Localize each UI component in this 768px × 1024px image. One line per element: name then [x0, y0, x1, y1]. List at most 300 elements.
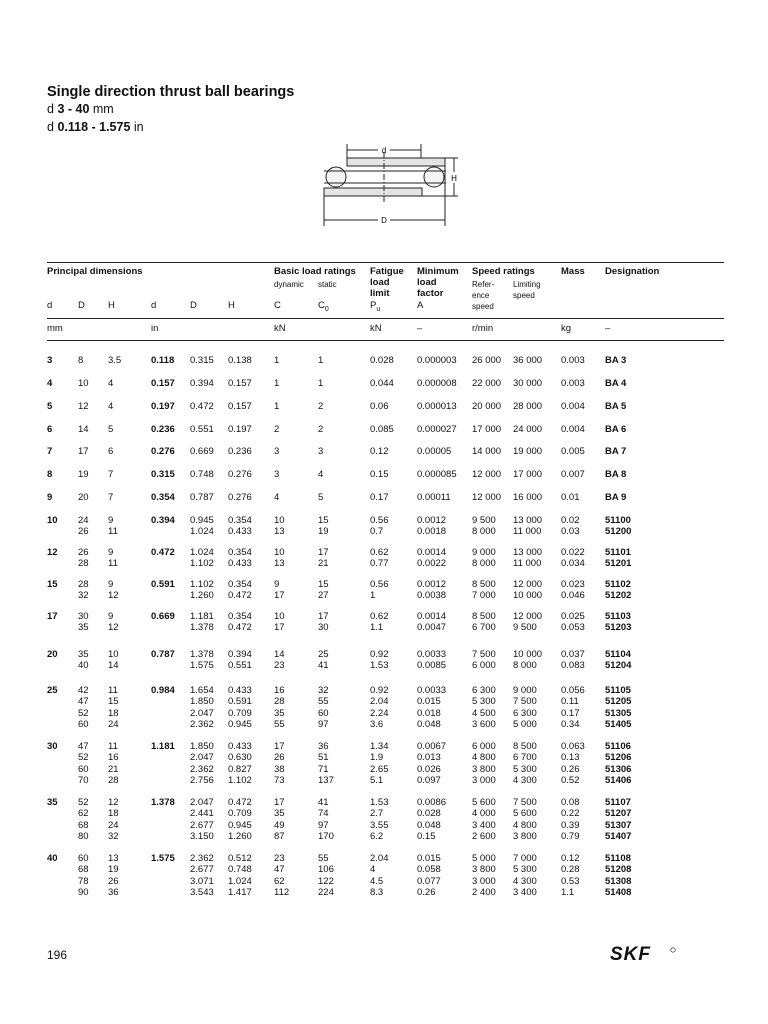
table-cell: 30 000	[513, 378, 543, 389]
table-cell: 1.378	[190, 649, 214, 660]
bore-d-in: 0.669	[151, 611, 175, 622]
table-cell: 1.575	[190, 660, 214, 672]
page-number: 196	[47, 948, 68, 962]
table-cell: 6 300	[472, 685, 496, 696]
header-designation: Designation	[605, 266, 660, 277]
designation-cell: 51305	[605, 707, 632, 719]
table-cell: 16	[108, 752, 119, 764]
bearing-diagram	[318, 140, 468, 232]
range-in-value: 0.118 - 1.575	[57, 120, 131, 134]
table-cell: 5 600	[472, 797, 496, 808]
table-cell: 21	[108, 763, 119, 775]
table-cell: 0.197	[228, 424, 252, 435]
symbol-H-mm: H	[108, 300, 115, 311]
table-cell: 17	[318, 611, 329, 622]
table-cell: 15	[108, 696, 119, 708]
table-cell: 170	[318, 831, 334, 843]
symbol-D-in: D	[190, 300, 197, 311]
table-cell: 0.354	[228, 579, 252, 590]
table-cell: 12	[108, 797, 119, 808]
table-cell: 5	[318, 492, 324, 503]
table-cell: 16 000	[513, 492, 543, 503]
table-cell: 60	[78, 719, 89, 731]
table-cell: 0.748	[228, 864, 252, 876]
table-cell: 0.077	[417, 875, 441, 887]
table-cell: 1.53	[370, 797, 389, 808]
table-cell: 35	[274, 707, 285, 719]
table-cell: 1.850	[190, 696, 214, 708]
table-cell: 25	[318, 649, 329, 660]
bore-d-mm: 5	[47, 401, 53, 412]
table-cell: 3 800	[472, 864, 496, 876]
table-cell: 0.0018	[417, 526, 447, 538]
table-cell: 1.417	[228, 887, 252, 899]
symbol-C: C	[274, 300, 281, 311]
table-cell: 1.654	[190, 685, 214, 696]
table-cell: 17	[274, 622, 285, 634]
table-cell: 4 800	[513, 819, 537, 831]
table-cell: 3	[274, 469, 280, 480]
table-cell: 0.22	[561, 808, 580, 820]
table-cell: 0.551	[228, 660, 252, 672]
table-cell: 2 400	[472, 887, 496, 899]
table-cell: 62	[78, 808, 89, 820]
unit-kn-load: kN	[274, 323, 286, 334]
table-cell: 0.17	[561, 707, 580, 719]
table-cell: 0.157	[228, 401, 252, 412]
table-cell: 0.058	[417, 864, 441, 876]
table-cell: 0.013	[417, 752, 441, 764]
table-cell: 1.024	[190, 526, 214, 538]
bore-d-mm: 10	[47, 515, 58, 526]
header-rule-2	[47, 340, 724, 341]
table-cell: 8 000	[513, 660, 537, 672]
table-cell: 2.65	[370, 763, 389, 775]
table-cell: 0.433	[228, 526, 252, 538]
designation-cell: 51106	[605, 741, 631, 752]
bore-d-in: 0.984	[151, 685, 175, 696]
table-cell: 8 000	[472, 558, 496, 570]
table-cell: 0.12	[370, 446, 389, 457]
table-cell: 0.709	[228, 808, 252, 820]
table-cell: 0.007	[561, 469, 585, 480]
table-cell: 0.000085	[417, 469, 457, 480]
table-cell: 4	[370, 864, 376, 876]
table-cell: 1.024	[228, 875, 252, 887]
table-cell: 0.044	[370, 378, 394, 389]
table-cell: 0.048	[417, 819, 441, 831]
table-cell: 26 000	[472, 355, 502, 366]
skf-logo	[610, 944, 680, 964]
table-cell: 11 000	[513, 558, 542, 570]
table-cell: 0.026	[417, 763, 441, 775]
bore-d-mm: 12	[47, 547, 58, 558]
table-cell: 73	[274, 775, 285, 787]
bore-d-in: 0.354	[151, 492, 175, 503]
table-cell: 17	[274, 590, 285, 602]
table-cell: 22 000	[472, 378, 502, 389]
table-cell: 17 000	[513, 469, 543, 480]
table-cell: 0.28	[561, 864, 580, 876]
table-cell: 7 500	[513, 696, 537, 708]
bore-d-in: 0.787	[151, 649, 175, 660]
table-cell: 0.025	[561, 611, 585, 622]
table-cell: 0.748	[190, 469, 214, 480]
table-cell: 0.827	[228, 763, 252, 775]
table-cell: 11	[108, 526, 118, 538]
table-cell: 17	[274, 797, 285, 808]
table-cell: 2.441	[190, 808, 214, 820]
table-cell: 11	[108, 558, 118, 570]
table-cell: 14	[108, 660, 119, 672]
table-cell: 8 500	[472, 611, 496, 622]
table-cell: 6 000	[472, 660, 496, 672]
table-cell: 19	[78, 469, 89, 480]
bore-d-mm: 6	[47, 424, 53, 435]
table-cell: 13 000	[513, 515, 543, 526]
table-cell: 0.004	[561, 424, 585, 435]
header-principal-dimensions: Principal dimensions	[47, 266, 143, 277]
table-cell: 1.102	[190, 579, 214, 590]
bore-d-mm: 8	[47, 469, 53, 480]
table-cell: 3.150	[190, 831, 214, 843]
table-cell: 28 000	[513, 401, 543, 412]
table-cell: 70	[78, 775, 89, 787]
table-cell: 0.433	[228, 685, 252, 696]
table-cell: 10	[274, 547, 285, 558]
table-cell: 0.0086	[417, 797, 447, 808]
header-fatigue-limit: limit	[370, 288, 390, 299]
bore-d-in: 1.181	[151, 741, 175, 752]
table-cell: 26	[274, 752, 285, 764]
table-cell: 0.53	[561, 875, 580, 887]
designation-cell: BA 6	[605, 424, 627, 435]
table-cell: 5.1	[370, 775, 384, 787]
table-cell: 28	[78, 558, 89, 570]
table-cell: 0.394	[190, 378, 214, 389]
table-cell: 52	[78, 707, 89, 719]
table-cell: 8 500	[472, 579, 496, 590]
table-cell: 1.024	[190, 547, 214, 558]
bore-d-mm: 35	[47, 797, 58, 808]
table-cell: 0.472	[228, 590, 252, 602]
table-cell: 0.0014	[417, 611, 447, 622]
table-cell: 12	[108, 622, 119, 634]
table-cell: 11	[108, 741, 118, 752]
table-cell: 2.362	[190, 719, 214, 731]
table-cell: 2.362	[190, 763, 214, 775]
header-static: static	[318, 280, 337, 289]
table-cell: 4 300	[513, 875, 537, 887]
table-cell: 5 600	[513, 808, 537, 820]
designation-cell: 51207	[605, 808, 632, 820]
table-cell: 1.181	[190, 611, 214, 622]
designation-cell: 51307	[605, 819, 632, 831]
table-cell: 5 300	[513, 864, 537, 876]
table-cell: 24	[78, 515, 89, 526]
table-cell: 5 300	[513, 763, 537, 775]
table-cell: 0.02	[561, 515, 580, 526]
table-cell: 14	[274, 649, 285, 660]
symbol-Pu: $P_u$	[370, 300, 381, 313]
table-cell: 4 800	[472, 752, 496, 764]
table-cell: 2.04	[370, 696, 389, 708]
range-mm	[47, 102, 114, 116]
table-cell: 4.5	[370, 875, 384, 887]
table-cell: 0.037	[561, 649, 585, 660]
table-cell: 0.354	[228, 547, 252, 558]
table-cell: 13	[274, 558, 285, 570]
table-cell: 7 500	[513, 797, 537, 808]
table-cell: 19	[108, 864, 119, 876]
table-cell: 2.047	[190, 797, 214, 808]
table-cell: 20 000	[472, 401, 502, 412]
table-cell: 0.0038	[417, 590, 447, 602]
bore-d-mm: 25	[47, 685, 58, 696]
table-cell: 1	[318, 378, 324, 389]
table-cell: 0.015	[417, 853, 441, 864]
table-cell: 0.354	[228, 515, 252, 526]
table-cell: 10	[108, 649, 119, 660]
table-cell: 0.276	[228, 469, 252, 480]
table-cell: 0.015	[417, 696, 441, 708]
table-cell: 0.0047	[417, 622, 447, 634]
logo-wordmark: SKF	[610, 944, 651, 964]
table-cell: 0.085	[370, 424, 394, 435]
designation-cell: BA 7	[605, 446, 627, 457]
table-cell: 42	[78, 685, 89, 696]
table-cell: 0.34	[561, 719, 580, 731]
table-cell: 47	[78, 696, 89, 708]
bore-d-mm: 9	[47, 492, 53, 503]
table-cell: 2 600	[472, 831, 496, 843]
table-cell: 0.354	[228, 611, 252, 622]
table-cell: 12	[108, 590, 119, 602]
table-cell: 3.071	[190, 875, 214, 887]
table-cell: 2.677	[190, 864, 214, 876]
table-cell: 38	[274, 763, 285, 775]
table-cell: 49	[274, 819, 285, 831]
range-mm-unit: mm	[92, 102, 114, 116]
table-cell: 0.0033	[417, 685, 447, 696]
designation-cell: 51405	[605, 719, 632, 731]
table-cell: 26	[78, 547, 89, 558]
symbol-D-mm: D	[78, 300, 85, 311]
bore-d-in: 0.236	[151, 424, 175, 435]
table-cell: 7 000	[513, 853, 537, 864]
header-reference-speed: speed	[472, 302, 494, 311]
table-cell: 1.102	[190, 558, 214, 570]
table-cell: 68	[78, 864, 89, 876]
bore-d-in: 0.157	[151, 378, 175, 389]
table-cell: 6 300	[513, 707, 537, 719]
designation-cell: 51408	[605, 887, 632, 899]
table-cell: 35	[78, 622, 89, 634]
table-cell: 0.08	[561, 797, 580, 808]
table-cell: 0.394	[228, 649, 252, 660]
table-cell: 3	[318, 446, 324, 457]
designation-cell: 51105	[605, 685, 631, 696]
table-cell: 0.26	[417, 887, 436, 899]
bore-d-mm: 17	[47, 611, 58, 622]
table-cell: 0.79	[561, 831, 580, 843]
table-cell: 19	[318, 526, 329, 538]
page-title: Single direction thrust ball bearings	[47, 84, 295, 100]
table-cell: 0.046	[561, 590, 585, 602]
table-cell: 4	[108, 378, 114, 389]
table-cell: 3.5	[108, 355, 122, 366]
table-cell: 1.34	[370, 741, 389, 752]
bore-d-in: 0.276	[151, 446, 175, 457]
designation-cell: 51103	[605, 611, 631, 622]
table-top-rule	[47, 262, 724, 263]
table-cell: 36 000	[513, 355, 543, 366]
table-cell: 9	[274, 579, 280, 590]
table-cell: 0.053	[561, 622, 585, 634]
table-cell: 71	[318, 763, 329, 775]
table-cell: 0.945	[228, 819, 252, 831]
table-cell: 10 000	[513, 590, 543, 602]
table-cell: 10 000	[513, 649, 543, 660]
table-cell: 0.023	[561, 579, 585, 590]
designation-cell: 51201	[605, 558, 632, 570]
table-cell: 41	[318, 797, 329, 808]
designation-cell: 51104	[605, 649, 631, 660]
table-cell: 6 700	[472, 622, 496, 634]
table-cell: 0.630	[228, 752, 252, 764]
table-cell: 32	[108, 831, 119, 843]
designation-cell: 51100	[605, 515, 631, 526]
table-cell: 0.433	[228, 741, 252, 752]
unit-in: in	[151, 323, 159, 334]
header-reference: Refer-	[472, 280, 495, 289]
table-cell: 224	[318, 887, 334, 899]
designation-cell: BA 3	[605, 355, 627, 366]
table-cell: 0.13	[561, 752, 580, 764]
table-cell: 112	[274, 887, 290, 899]
table-cell: 15	[318, 515, 329, 526]
table-cell: 3.6	[370, 719, 384, 731]
table-cell: 0.003	[561, 378, 585, 389]
table-cell: 28	[108, 775, 119, 787]
designation-cell: 51101	[605, 547, 631, 558]
table-cell: 0.0012	[417, 515, 447, 526]
table-cell: 4	[274, 492, 280, 503]
table-cell: 0.62	[370, 611, 389, 622]
table-cell: 13	[108, 853, 119, 864]
table-cell: 11 000	[513, 526, 542, 538]
table-cell: 6 000	[472, 741, 496, 752]
table-cell: 14	[78, 424, 89, 435]
table-cell: 68	[78, 819, 89, 831]
table-cell: 0.669	[190, 446, 214, 457]
header-minimum: Minimum	[417, 266, 459, 277]
table-cell: 35	[78, 649, 89, 660]
header-limiting-speed: speed	[513, 291, 535, 300]
table-cell: 3 400	[472, 819, 496, 831]
designation-cell: 51202	[605, 590, 632, 602]
table-cell: 35	[274, 808, 285, 820]
table-cell: 2	[318, 401, 324, 412]
range-in	[47, 120, 144, 134]
table-cell: 2.7	[370, 808, 384, 820]
table-cell: 0.92	[370, 649, 389, 660]
table-cell: 30	[318, 622, 329, 634]
bore-d-mm: 4	[47, 378, 53, 389]
table-cell: 0.787	[190, 492, 214, 503]
range-in-prefix: d	[47, 120, 54, 134]
diagram-label-H: H	[451, 174, 457, 183]
table-cell: 0.472	[228, 797, 252, 808]
table-cell: 4	[108, 401, 114, 412]
table-cell: 18	[108, 707, 119, 719]
table-cell: 0.000003	[417, 355, 457, 366]
designation-cell: 51107	[605, 797, 631, 808]
table-cell: 0.048	[417, 719, 441, 731]
table-cell: 8.3	[370, 887, 384, 899]
table-cell: 16	[274, 685, 285, 696]
table-cell: 1.102	[228, 775, 252, 787]
table-cell: 3	[274, 446, 280, 457]
table-cell: 6	[108, 446, 114, 457]
table-cell: 97	[318, 719, 329, 731]
bore-d-in: 0.394	[151, 515, 175, 526]
table-cell: 7 500	[472, 649, 496, 660]
unit-dash-minimum: –	[417, 323, 423, 334]
table-cell: 0.03	[561, 526, 580, 538]
table-cell: 1.9	[370, 752, 384, 764]
table-cell: 0.512	[228, 853, 252, 864]
designation-cell: BA 5	[605, 401, 627, 412]
table-cell: 1.1	[370, 622, 384, 634]
table-cell: 0.028	[370, 355, 394, 366]
bore-d-mm: 30	[47, 741, 58, 752]
table-cell: 3 000	[472, 875, 496, 887]
table-cell: 87	[274, 831, 285, 843]
table-cell: 0.000008	[417, 378, 457, 389]
designation-cell: 51306	[605, 763, 632, 775]
table-cell: 0.06	[370, 401, 389, 412]
range-in-unit: in	[133, 120, 144, 134]
table-cell: 5 300	[472, 696, 496, 708]
header-minimum-load: load	[417, 277, 437, 288]
table-cell: 17	[274, 741, 285, 752]
table-cell: 0.945	[228, 719, 252, 731]
table-cell: 0.018	[417, 707, 441, 719]
designation-cell: 51407	[605, 831, 632, 843]
table-cell: 90	[78, 887, 89, 899]
table-cell: 62	[274, 875, 285, 887]
unit-kg: kg	[561, 323, 572, 334]
table-cell: 26	[78, 526, 89, 538]
table-cell: 0.022	[561, 547, 585, 558]
table-cell: 36	[108, 887, 119, 899]
table-cell: 0.00005	[417, 446, 452, 457]
table-cell: 9	[108, 515, 114, 526]
table-cell: 4 000	[472, 808, 496, 820]
table-cell: 0.005	[561, 446, 585, 457]
table-cell: 2	[274, 424, 280, 435]
table-cell: 0.62	[370, 547, 389, 558]
table-cell: 1.378	[190, 622, 214, 634]
table-cell: 2.04	[370, 853, 389, 864]
table-cell: 9 500	[472, 515, 496, 526]
table-cell: 15	[318, 579, 329, 590]
designation-cell: 51200	[605, 526, 632, 538]
table-cell: 122	[318, 875, 334, 887]
table-cell: 60	[78, 853, 89, 864]
table-cell: 0.236	[228, 446, 252, 457]
